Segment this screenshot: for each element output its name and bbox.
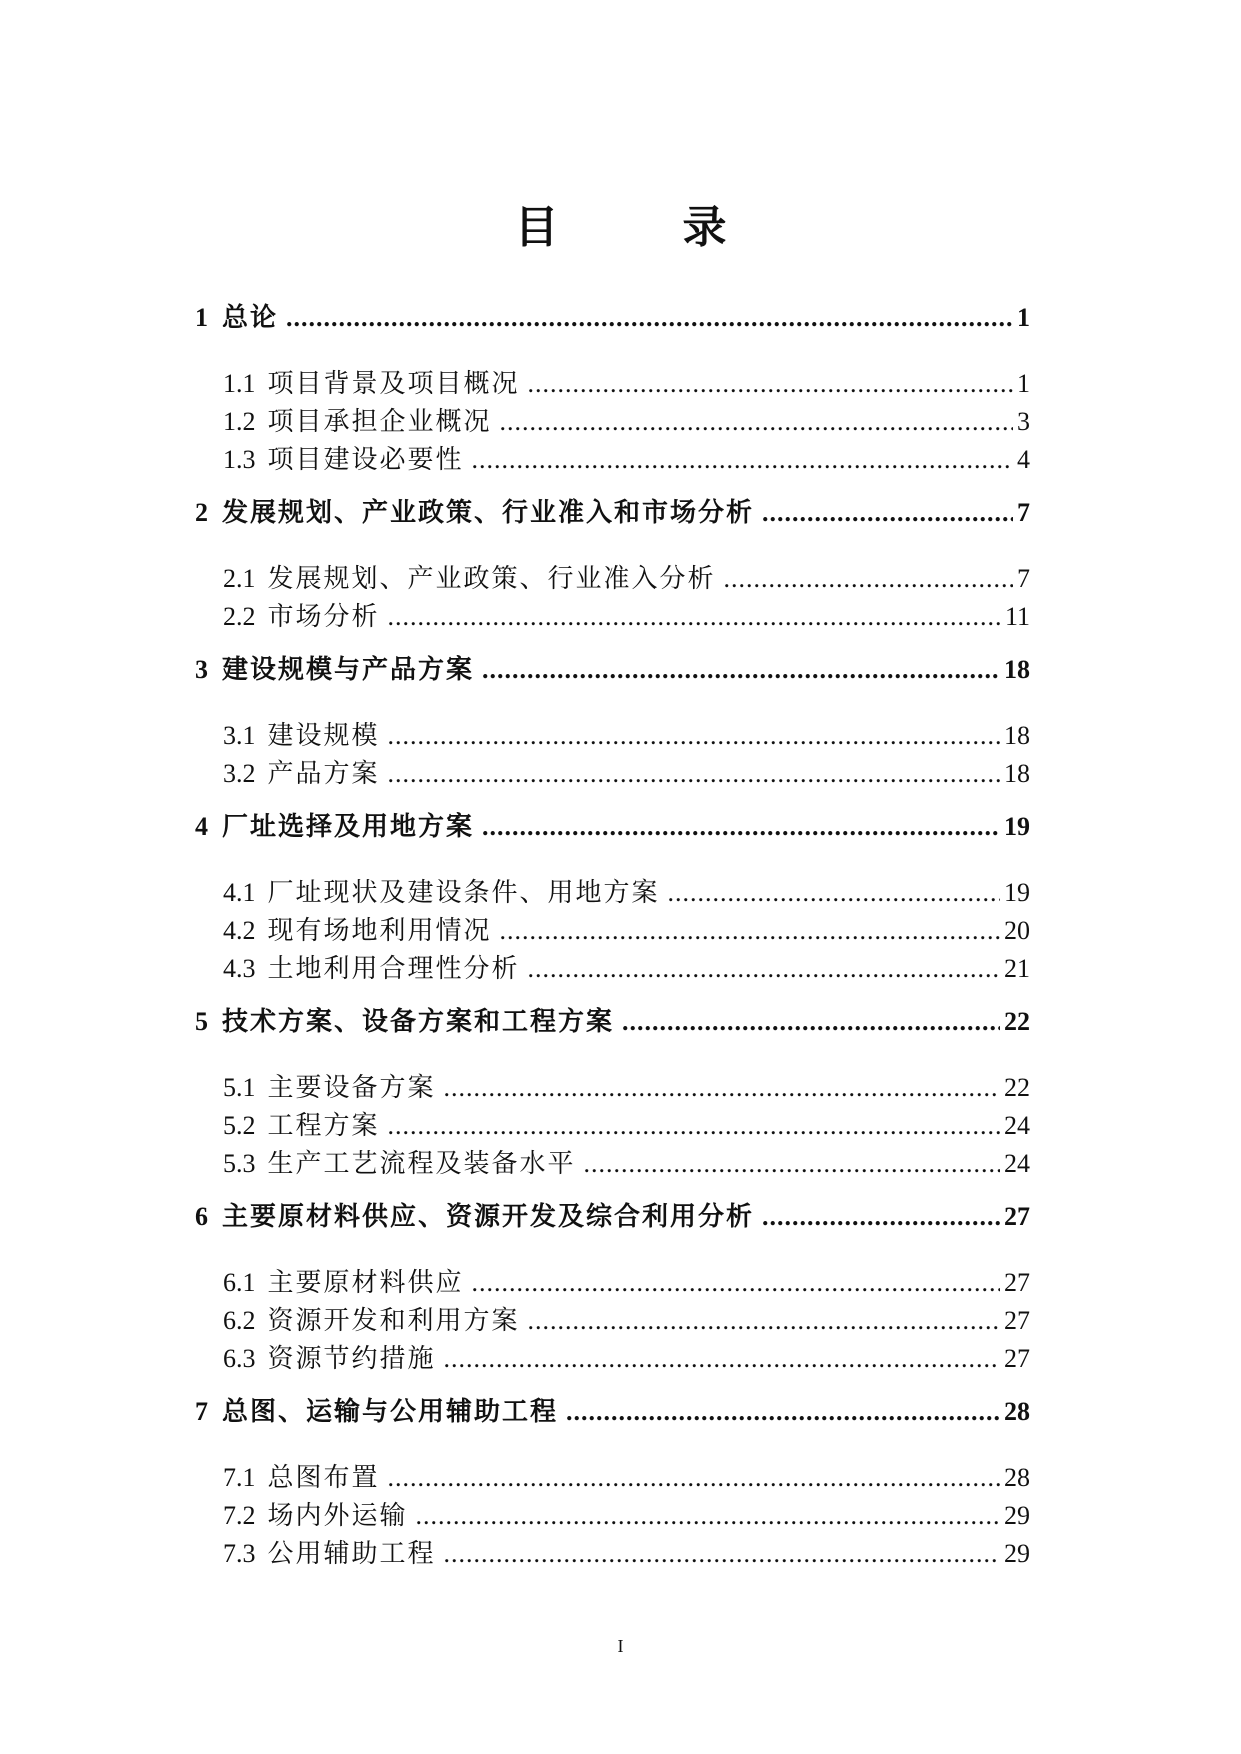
toc-section-list — [195, 363, 1030, 477]
chapter-title: 主要原材料供应、资源开发及综合利用分析 — [222, 1202, 755, 1232]
section-page-number: 18 — [1004, 721, 1030, 750]
toc-section-7-1[interactable] — [195, 1457, 1030, 1495]
section-title: 土地利用合理性分析 — [267, 954, 520, 984]
toc-section-7-2[interactable] — [195, 1495, 1030, 1533]
dot-leader — [388, 1111, 1000, 1141]
dot-leader — [482, 812, 1000, 842]
dot-leader — [762, 498, 1013, 528]
section-page-number: 22 — [1004, 1073, 1030, 1102]
dot-leader — [482, 655, 1000, 685]
section-number: 1.2 — [223, 407, 256, 436]
section-page-number: 27 — [1004, 1344, 1030, 1373]
toc-chapter-3[interactable] — [195, 649, 1030, 687]
chapter-number: 5 — [195, 1007, 208, 1036]
toc-section-list — [195, 872, 1030, 986]
dot-leader — [668, 878, 1000, 908]
dot-leader — [584, 1149, 1000, 1179]
toc-section-4-1[interactable] — [195, 872, 1030, 910]
section-title: 市场分析 — [267, 602, 380, 632]
section-title: 建设规模 — [267, 721, 380, 751]
section-page-number: 29 — [1004, 1501, 1030, 1530]
toc-chapter-7[interactable] — [195, 1391, 1030, 1429]
section-page-number: 11 — [1004, 602, 1030, 631]
toc-section-5-3[interactable] — [195, 1143, 1030, 1181]
dot-leader — [388, 721, 1000, 751]
section-number: 4.3 — [223, 954, 256, 983]
toc-section-3-2[interactable] — [195, 753, 1030, 791]
chapter-number: 3 — [195, 655, 208, 684]
dot-leader — [416, 1501, 1000, 1531]
dot-leader — [472, 1268, 1000, 1298]
dot-leader — [500, 916, 1000, 946]
chapter-page-number: 28 — [1004, 1397, 1030, 1426]
dot-leader — [444, 1344, 1000, 1374]
dot-leader — [528, 369, 1013, 399]
chapter-number: 2 — [195, 498, 208, 527]
section-page-number: 4 — [1017, 445, 1030, 474]
section-title: 工程方案 — [267, 1111, 380, 1141]
chapter-page-number: 7 — [1017, 498, 1030, 527]
section-page-number: 18 — [1004, 759, 1030, 788]
dot-leader — [444, 1073, 1000, 1103]
toc-section-1-2[interactable] — [195, 401, 1030, 439]
toc-section-list — [195, 1457, 1030, 1571]
chapter-page-number: 1 — [1017, 303, 1030, 332]
section-number: 2.1 — [223, 564, 256, 593]
chapter-page-number: 22 — [1004, 1007, 1030, 1036]
toc-section-6-2[interactable] — [195, 1300, 1030, 1338]
section-number: 3.2 — [223, 759, 256, 788]
section-number: 5.3 — [223, 1149, 256, 1178]
section-number: 1.1 — [223, 369, 256, 398]
chapter-page-number: 27 — [1004, 1202, 1030, 1231]
section-title: 资源节约措施 — [267, 1344, 436, 1374]
chapter-page-number: 19 — [1004, 812, 1030, 841]
section-page-number: 27 — [1004, 1268, 1030, 1297]
section-title: 主要设备方案 — [267, 1073, 436, 1103]
section-title: 场内外运输 — [267, 1501, 408, 1531]
dot-leader — [566, 1397, 1000, 1427]
section-title: 发展规划、产业政策、行业准入分析 — [267, 564, 716, 594]
toc-section-7-3[interactable] — [195, 1533, 1030, 1571]
toc-section-6-3[interactable] — [195, 1338, 1030, 1376]
toc-section-3-1[interactable] — [195, 715, 1030, 753]
section-page-number: 24 — [1004, 1111, 1030, 1140]
section-title: 生产工艺流程及装备水平 — [267, 1149, 576, 1179]
section-number: 7.3 — [223, 1539, 256, 1568]
chapter-title: 技术方案、设备方案和工程方案 — [222, 1007, 615, 1037]
dot-leader — [388, 759, 1000, 789]
toc-section-5-1[interactable] — [195, 1067, 1030, 1105]
toc-section-6-1[interactable] — [195, 1262, 1030, 1300]
dot-leader — [622, 1007, 1000, 1037]
section-page-number: 24 — [1004, 1149, 1030, 1178]
section-title: 项目建设必要性 — [267, 445, 464, 475]
dot-leader — [388, 602, 1001, 632]
section-page-number: 7 — [1017, 564, 1030, 593]
dot-leader — [444, 1539, 1000, 1569]
section-page-number: 27 — [1004, 1306, 1030, 1335]
toc-section-5-2[interactable] — [195, 1105, 1030, 1143]
section-number: 5.2 — [223, 1111, 256, 1140]
section-number: 6.2 — [223, 1306, 256, 1335]
dot-leader — [762, 1202, 1000, 1232]
section-number: 2.2 — [223, 602, 256, 631]
section-number: 6.3 — [223, 1344, 256, 1373]
section-number: 6.1 — [223, 1268, 256, 1297]
section-title: 产品方案 — [267, 759, 380, 789]
section-page-number: 19 — [1004, 878, 1030, 907]
dot-leader — [286, 303, 1013, 333]
chapter-page-number: 18 — [1004, 655, 1030, 684]
section-number: 3.1 — [223, 721, 256, 750]
chapter-title: 总论 — [222, 303, 279, 333]
section-title: 主要原材料供应 — [267, 1268, 464, 1298]
section-number: 1.3 — [223, 445, 256, 474]
section-number: 7.2 — [223, 1501, 256, 1530]
section-number: 5.1 — [223, 1073, 256, 1102]
toc-section-list — [195, 558, 1030, 634]
dot-leader — [472, 445, 1013, 475]
toc-section-2-1[interactable] — [195, 558, 1030, 596]
section-title: 项目承担企业概况 — [267, 407, 492, 437]
section-page-number: 20 — [1004, 916, 1030, 945]
section-page-number: 3 — [1017, 407, 1030, 436]
section-title: 现有场地利用情况 — [267, 916, 492, 946]
toc-section-4-3[interactable] — [195, 948, 1030, 986]
toc-chapter-6[interactable] — [195, 1196, 1030, 1234]
chapter-title: 总图、运输与公用辅助工程 — [222, 1397, 559, 1427]
dot-leader — [500, 407, 1013, 437]
toc-section-list — [195, 1262, 1030, 1376]
toc-section-1-1[interactable] — [195, 363, 1030, 401]
toc-section-list — [195, 1067, 1030, 1181]
section-number: 4.2 — [223, 916, 256, 945]
chapter-number: 1 — [195, 303, 208, 332]
section-number: 4.1 — [223, 878, 256, 907]
chapter-title: 发展规划、产业政策、行业准入和市场分析 — [222, 498, 755, 528]
dot-leader — [724, 564, 1013, 594]
toc-chapter-4[interactable] — [195, 806, 1030, 844]
section-title: 公用辅助工程 — [267, 1539, 436, 1569]
chapter-title: 厂址选择及用地方案 — [222, 812, 475, 842]
dot-leader — [388, 1463, 1000, 1493]
chapter-number: 4 — [195, 812, 208, 841]
toc-chapter-2[interactable] — [195, 492, 1030, 530]
section-title: 项目背景及项目概况 — [267, 369, 520, 399]
chapter-number: 7 — [195, 1397, 208, 1426]
toc-section-list — [195, 715, 1030, 791]
section-title: 厂址现状及建设条件、用地方案 — [267, 878, 660, 908]
toc-chapter-5[interactable] — [195, 1001, 1030, 1039]
section-page-number: 1 — [1017, 369, 1030, 398]
toc-section-1-3[interactable] — [195, 439, 1030, 477]
chapter-title: 建设规模与产品方案 — [222, 655, 475, 685]
dot-leader — [528, 954, 1000, 984]
section-page-number: 28 — [1004, 1463, 1030, 1492]
section-page-number: 29 — [1004, 1539, 1030, 1568]
toc-section-2-2[interactable] — [195, 596, 1030, 634]
table-of-contents — [195, 297, 1030, 1586]
section-title: 总图布置 — [267, 1463, 380, 1493]
toc-section-4-2[interactable] — [195, 910, 1030, 948]
dot-leader — [528, 1306, 1000, 1336]
section-page-number: 21 — [1004, 954, 1030, 983]
chapter-number: 6 — [195, 1202, 208, 1231]
section-title: 资源开发和利用方案 — [267, 1306, 520, 1336]
section-number: 7.1 — [223, 1463, 256, 1492]
toc-chapter-1[interactable] — [195, 297, 1030, 335]
page-footer-number: I — [617, 1636, 624, 1656]
page-title: 目 录 — [514, 202, 767, 253]
